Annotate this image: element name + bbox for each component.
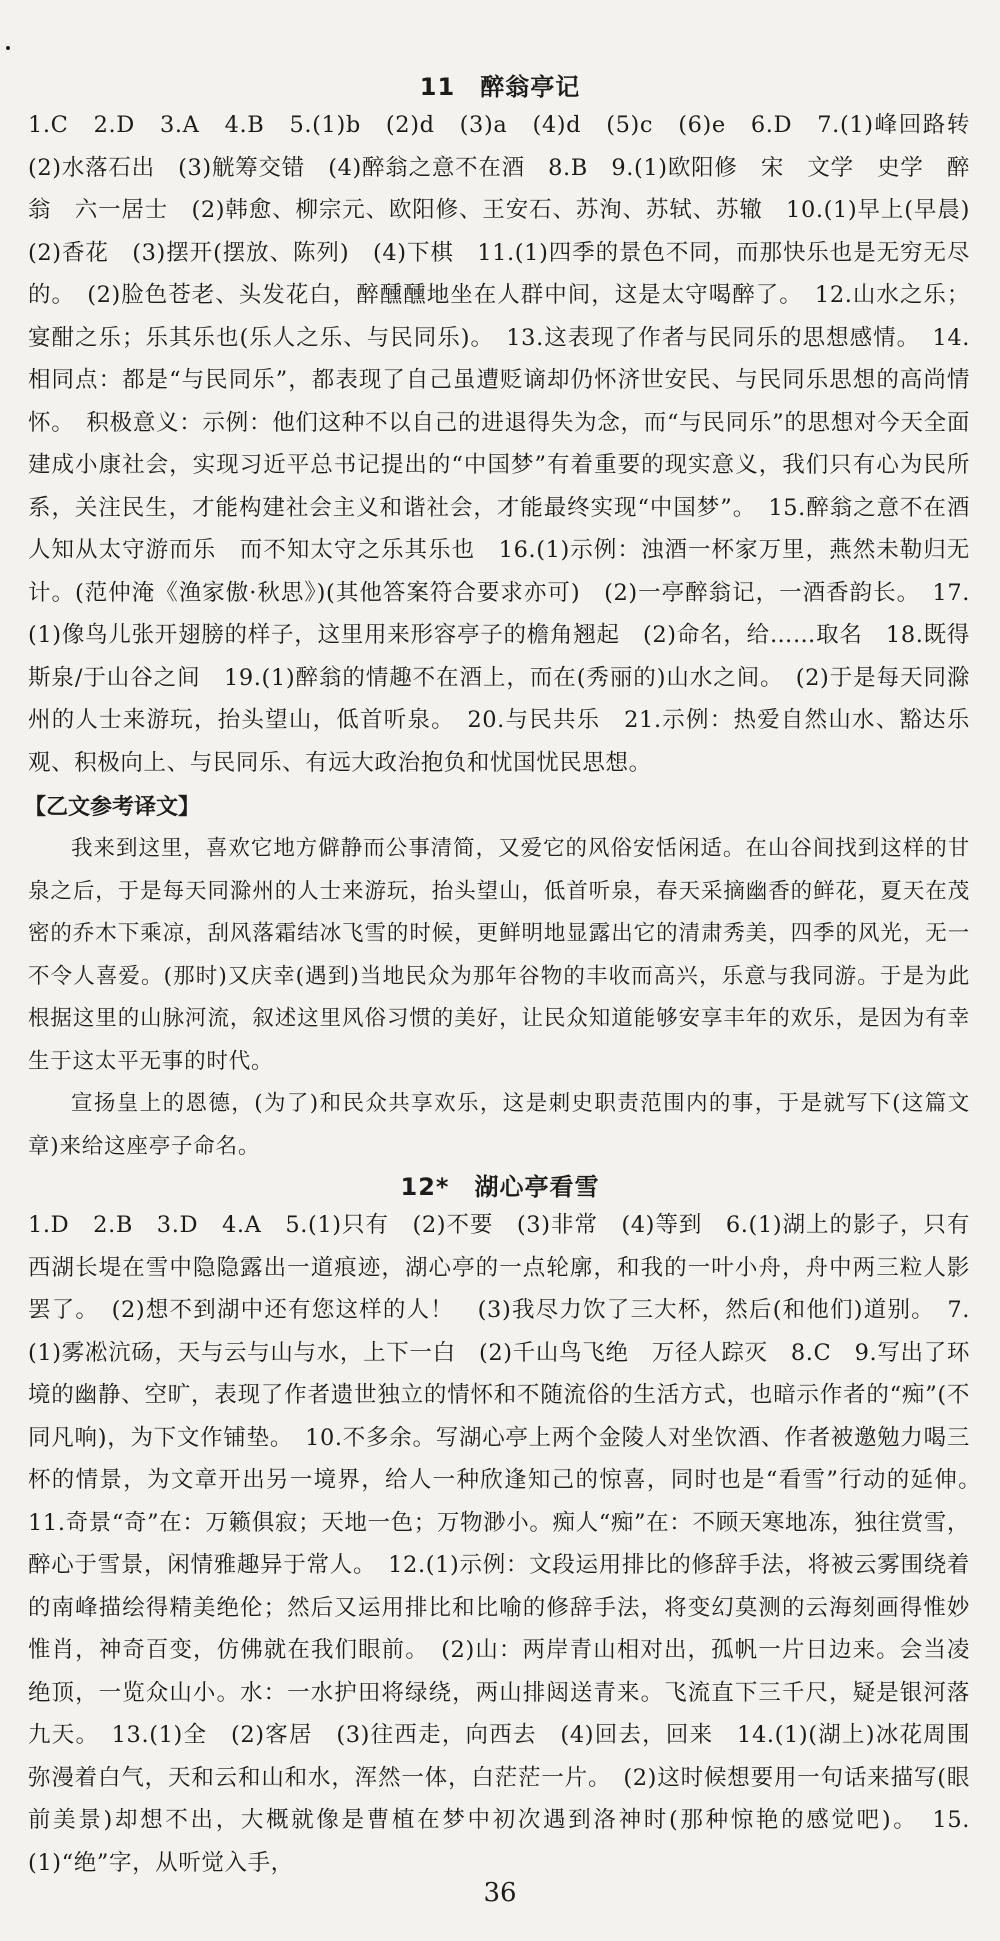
- answers-zuiweng: 1.C 2.D 3.A 4.B 5.(1)b (2)d (3)a (4)d (5)c (6)e 6.D 7.(1)峰回路转 (2)水落石出 (3)觥筹交错 (4)醉翁之意不在酒 8.B 9.(1)欧阳修 宋 文学 史学 醉翁 六一居士 (2)韩愈、柳宗元、欧阳修、王安石、苏洵、苏轼、苏辙 10.(1)早上(早晨) (2)香花 (3)摆开(摆放、陈列) (4)下棋 11.(1)四季的景色不同，而那快乐也是无穷无尽的。 (2)脸色苍老、头发花白，醉醺醺地坐在人群中间，这是太守喝醉了。 12.山水之乐；宴酣之乐；乐其乐也(乐人之乐、与民同乐)。 13.这表现了作者与民同乐的思想感情。 14.相同点：都是“与民同乐”，都表现了自己虽遭贬谪却仍怀济世安民、与民同乐思想的高尚情怀。 积极意义：示例：他们这种不以自己的进退得失为念，而“与民同乐”的思想对今天全面建成小康社会，实现习近平总书记提出的“中国梦”有着重要的现实意义，我们只有心为民所系，关注民生，才能构建社会主义和谐社会，才能最终实现“中国梦”。 15.醉翁之意不在酒 人知从太守游而乐 而不知太守之乐其乐也 16.(1)示例：浊酒一杯家万里，燕然未勒归无计。(范仲淹《渔家傲·秋思》)(其他答案符合要求亦可) (2)一亭醉翁记，一酒香韵长。 17.(1)像鸟儿张开翅膀的样子，这里用来形容亭子的檐角翘起 (2)命名，给……取名 18.既得斯泉/于山谷之间 19.(1)醉翁的情趣不在酒上，而在(秀丽的)山水之间。 (2)于是每天同滁州的人士来游玩，抬头望山，低首听泉。 20.与民共乐 21.示例：热爱自然山水、豁达乐观、积极向上、与民同乐、有远大政治抱负和忧国忧民思想。: [28, 112, 994, 776]
- translation-paragraph-2: 宣扬皇上的恩德，(为了)和民众共享欢乐，这是刺史职责范围内的事，于是就写下(这篇文章)来给这座亭子命名。: [28, 1091, 970, 1159]
- page-mark: [6, 46, 10, 50]
- section-title-zuiweng: 11 醉翁亭记: [419, 73, 581, 101]
- page-number: 36: [483, 1878, 517, 1908]
- answers-huxinting: 1.D 2.B 3.D 4.A 5.(1)只有 (2)不要 (3)非常 (4)等到 6.(1)湖上的影子，只有西湖长堤在雪中隐隐露出一道痕迹，湖心亭的一点轮廓，和我的一叶小舟，舟中两三粒人影罢了。 (2)想不到湖中还有您这样的人！ (3)我尽力饮了三大杯，然后(和他们)道别。 7.(1)雾凇沆砀，天与云与山与水，上下一白 (2)千山鸟飞绝 万径人踪灭 8.C 9.写出了环境的幽静、空旷，表现了作者遗世独立的情怀和不随流俗的生活方式，也暗示作者的“痴”(不同凡响)，为下文作铺垫。 10.不多余。写湖心亭上两个金陵人对坐饮酒、作者被邀勉力喝三杯的情景，为文章开出另一境界，给人一种欣逢知己的惊喜，同时也是“看雪”行动的延伸。 11.奇景“奇”在：万籁俱寂；天地一色；万物渺小。痴人“痴”在：不顾天寒地冻，独往赏雪，醉心于雪景，闲情雅趣异于常人。 12.(1)示例：文段运用排比的修辞手法，将被云雾围绕着的南峰描绘得精美绝伦；然后又运用排比和比喻的修辞手法，将变幻莫测的云海刻画得惟妙惟肖，神奇百变，仿佛就在我们眼前。 (2)山：两岸青山相对出，孤帆一片日边来。会当凌绝顶，一览众山小。水：一水护田将绿绕，两山排闼送青来。飞流直下三千尺，疑是银河落九天。 13.(1)全 (2)客居 (3)往西走，向西去 (4)回去，回来 14.(1)(湖上)冰花周围弥漫着白气，天和云和山和水，浑然一体，白茫茫一片。 (2)这时候想要用一句话来描写(眼前美景)却想不出，大概就像是曹植在梦中初次遇到洛神时(那种惊艳的感觉吧)。 15.(1)“绝”字，从听觉入手，: [28, 1212, 994, 1876]
- section-title-huxinting: 12* 湖心亭看雪: [400, 1173, 600, 1201]
- translation-heading: 【乙文参考译文】: [24, 795, 201, 820]
- translation-paragraph-1: 我来到这里，喜欢它地方僻静而公事清简，又爱它的风俗安恬闲适。在山谷间找到这样的甘泉之后，于是每天同滁州的人士来游玩，抬头望山，低首听泉，春天采摘幽香的鲜花，夏天在茂密的乔木下乘凉，刮风落霜结冰飞雪的时候，更鲜明地显露出它的清肃秀美，四季的风光，无一不令人喜爱。(那时)又庆幸(遇到)当地民众为那年谷物的丰收而高兴，乐意与我同游。于是为此根据这里的山脉河流，叙述这里风俗习惯的美好，让民众知道能够安享丰年的欢乐，是因为有幸生于这太平无事的时代。: [28, 836, 970, 1074]
